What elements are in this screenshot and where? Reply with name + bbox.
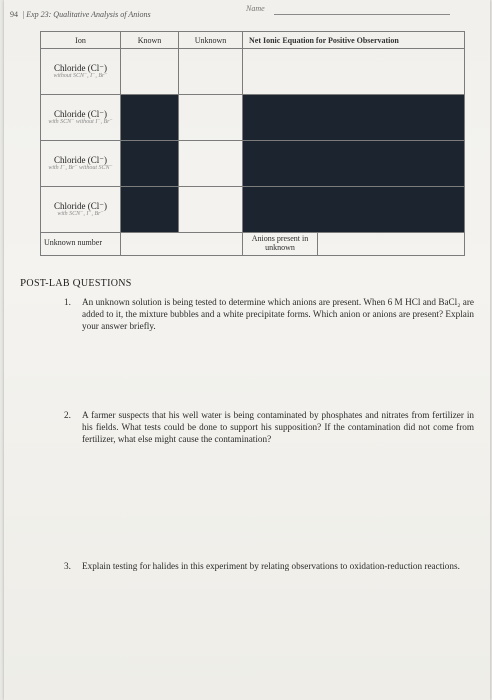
ion-condition: with SCN⁻, I⁻, Br⁻ bbox=[57, 211, 104, 218]
column-header-known: Known bbox=[121, 32, 179, 49]
question-2 bbox=[64, 409, 474, 445]
name-label: Name bbox=[246, 4, 265, 13]
table-row bbox=[41, 95, 465, 141]
net-ionic-cell-shaded bbox=[243, 187, 465, 233]
question-number: 3. bbox=[64, 561, 71, 571]
name-line bbox=[274, 14, 450, 15]
unknown-cell[interactable] bbox=[179, 187, 243, 233]
page-header bbox=[10, 10, 151, 19]
ion-condition: with I⁻, Br⁻ without SCN⁻ bbox=[48, 165, 113, 172]
ion-name: Chloride (Cl⁻) bbox=[54, 154, 107, 165]
question-text: An unknown solution is being tested to determine which anions are present. When 6 M HCl and BaCl₂ are added to it, the mixture bubbles and a white precipitate forms. Which anion or anions are present? Explain your answer briefly. bbox=[82, 297, 474, 331]
question-text: A farmer suspects that his well water is being contaminated by phosphates and nitrates from fertilizer in his fields. What tests could be done to support his supposition? If the contamination did not come from fertilizer, what else might cause the contamination? bbox=[82, 410, 474, 444]
question-number: 1. bbox=[64, 297, 71, 307]
question-number: 2. bbox=[64, 410, 71, 420]
postlab-heading: POST-LAB QUESTIONS bbox=[20, 277, 132, 289]
question-3 bbox=[64, 560, 474, 572]
ion-name: Chloride (Cl⁻) bbox=[54, 108, 107, 119]
net-ionic-cell-shaded bbox=[243, 95, 465, 141]
table-header-row bbox=[41, 32, 465, 49]
unknown-number-field[interactable] bbox=[121, 233, 243, 256]
table-row bbox=[41, 187, 465, 233]
ion-name: Chloride (Cl⁻) bbox=[54, 62, 107, 73]
unknown-cell[interactable] bbox=[179, 95, 243, 141]
worksheet-page bbox=[4, 0, 490, 700]
ion-name: Chloride (Cl⁻) bbox=[54, 200, 107, 211]
table-row bbox=[41, 49, 465, 95]
ion-cell bbox=[41, 95, 121, 141]
known-cell-shaded bbox=[121, 95, 179, 141]
known-cell[interactable] bbox=[121, 49, 179, 95]
column-header-unknown: Unknown bbox=[179, 32, 243, 49]
table-row bbox=[41, 141, 465, 187]
known-cell-shaded bbox=[121, 141, 179, 187]
ion-condition: without SCN⁻, I⁻, Br⁻ bbox=[53, 73, 108, 80]
page-number: 94 bbox=[10, 10, 18, 19]
ion-condition: with SCN⁻ without I⁻, Br⁻ bbox=[48, 119, 113, 126]
table-footer-row bbox=[41, 233, 465, 256]
ion-cell bbox=[41, 49, 121, 95]
unknown-cell[interactable] bbox=[179, 141, 243, 187]
known-cell-shaded bbox=[121, 187, 179, 233]
column-header-ion: Ion bbox=[41, 32, 121, 49]
unknown-cell[interactable] bbox=[179, 49, 243, 95]
anions-present-field[interactable] bbox=[318, 233, 464, 255]
ion-cell bbox=[41, 141, 121, 187]
anions-present-cell bbox=[243, 233, 465, 256]
net-ionic-cell-shaded bbox=[243, 141, 465, 187]
net-ionic-cell[interactable] bbox=[243, 49, 465, 95]
question-1 bbox=[64, 296, 474, 332]
unknown-number-label: Unknown number bbox=[41, 233, 121, 256]
observation-table bbox=[40, 31, 465, 256]
anions-present-label: Anions present in unknown bbox=[243, 233, 318, 255]
column-header-net-ionic-equation: Net Ionic Equation for Positive Observation bbox=[243, 32, 465, 49]
ion-cell bbox=[41, 187, 121, 233]
experiment-title: | Exp 23: Qualitative Analysis of Anions bbox=[22, 10, 151, 19]
question-text: Explain testing for halides in this experiment by relating observations to oxidation-reduction reactions. bbox=[82, 561, 460, 571]
